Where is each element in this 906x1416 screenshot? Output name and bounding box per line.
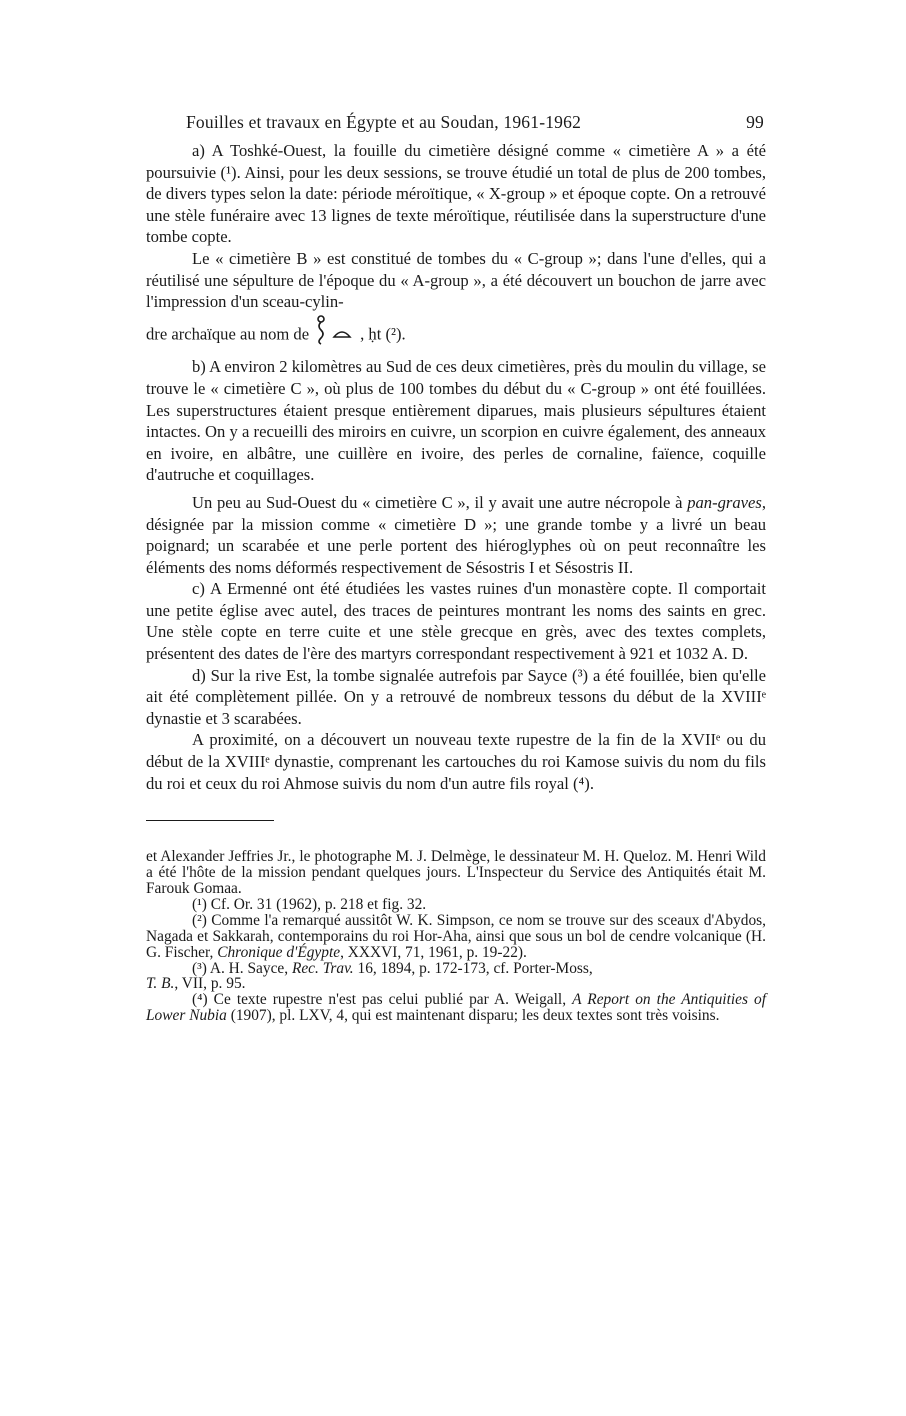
footnote-3	[146, 961, 766, 993]
footnote-continued: et Alexander Jeffries Jr., le photographe M. J. Delmège, le dessinateur M. H. Queloz. M. Henri Wild a été l'hôte de la mission pendant quelques jours. L'Inspecteur du Service des Antiquités était M. Farouk Gomaa.	[146, 848, 766, 898]
hieroglyph-icon	[315, 315, 357, 351]
paragraph-cimetiere-d	[146, 492, 766, 578]
paragraph-rive-est: d) Sur la rive Est, la tombe signalée autrefois par Sayce (³) a été fouillée, bien qu'elle ait été complètement pillée. On y a retrouvé de nombreux tessons du début de la XVIIIᵉ dynastie et 3 scarabées.	[146, 665, 766, 728]
running-head	[146, 112, 766, 140]
footnotes	[146, 849, 766, 1024]
main-text	[146, 140, 766, 794]
page-number: 99	[746, 112, 764, 132]
footnote-4	[146, 992, 766, 1024]
paragraph-cimetiere-c: b) A environ 2 kilomètres au Sud de ces deux cimetières, près du moulin du village, se trouve le « cimetière C », où plus de 100 tombes du début du « C-group » ont été fouillées. Les superstructures étaient presque entièrement diparues, mais plusieurs sépultures étaient intactes. On y a recueilli des miroirs en cuivre, un scorpion en cuivre également, des anneaux en ivoire, en albâtre, une cuillère en ivoire, des perles de cornaline, faïence, coquille d'autruche et coquillages.	[146, 357, 766, 485]
footnote-3-work: T. B.	[146, 975, 175, 993]
footnote-1: (¹) Cf. Or. 31 (1962), p. 218 et fig. 32.	[192, 895, 427, 913]
footnote-divider	[146, 820, 274, 821]
paragraph-cimetiere-b: Le « cimetière B » est constitué de tombes du « C-group »; dans l'une d'elles, qui a réutilisé une sépulture de l'époque du « A-group », a été découvert un bouchon de jarre avec l'impression d'un sceau-cylin-	[146, 248, 766, 312]
footnote-4-title: A Report on the Antiquities of Lower Nubia	[146, 991, 766, 1025]
footnote-3-ref-end: , VII, p. 95.	[174, 975, 246, 993]
pan-graves-term: pan-graves	[687, 492, 762, 512]
paragraph-cimetiere-d-end: , désignée par la mission comme « cimetière D »; une grande tombe y a livré un beau poignard; un scarabée et une perle portent des hiéroglyphes où on peut reconnaître les éléments des noms déformés respectivement de Sésostris I et Sésostris II.	[146, 492, 766, 577]
running-title: Fouilles et travaux en Égypte et au Soudan, 1961-1962	[186, 112, 582, 132]
paragraph-toshke-ouest: a) A Toshké-Ouest, la fouille du cimetière désigné comme « cimetière A » a été poursuivie (¹). Ainsi, pour les deux sessions, se trouve étudié un total de plus de 200 tombes, de divers types selon la date: période méroïtique, « X-group » et époque copte. On a retrouvé une stèle funéraire avec 13 lignes de texte méroïtique, réutilisée dans la superstructure d'une tombe copte.	[146, 141, 766, 247]
glyph-line-lead: dre archaïque au nom de	[146, 324, 310, 344]
paragraph-texte-rupestre: A proximité, on a découvert un nouveau texte rupestre de la fin de la XVIIᵉ ou du début de la XVIIIᵉ dynastie, comprenant les cartouches du roi Kamose suivis du nom du fils du roi et ceux du roi Ahmose suivis du nom d'un autre fils royal (⁴).	[146, 730, 766, 793]
paragraph-cimetiere-d-start: Un peu au Sud-Ouest du « cimetière C », il y avait une autre nécropole à	[192, 492, 683, 512]
paragraph-cimetiere-b-end	[146, 321, 766, 351]
footnote-3-text: (³) A. H. Sayce,	[192, 959, 289, 977]
footnote-2-journal: Chronique d'Égypte	[217, 943, 341, 961]
footnote-2-ref: , XXXVI, 71, 1961, p. 19-22).	[340, 943, 527, 961]
footnote-2	[146, 913, 766, 961]
footnote-4-ref: (1907), pl. LXV, 4, qui est maintenant disparu; les deux textes sont très voisins.	[230, 1007, 720, 1025]
paragraph-ermenne: c) A Ermenné ont été étudiées les vastes ruines d'un monastère copte. Il comportait une petite église avec autel, des traces de peintures montrant les noms des saints en grec. Une stèle copte en terre cuite et une stèle grecque en grès, avec des textes complets, présentent des dates de l'ère des martyrs correspondant respectivement à 921 et 1032 A. D.	[146, 579, 766, 664]
footnote-2-text: (²) Comme l'a remarqué aussitôt W. K. Simpson, ce nom se trouve sur des sceaux d'Abydos, Nagada et Sakkarah, contemporains du roi Hor-Aha, ainsi que sous un bol de cendre volcanique (H. G. Fischer,	[146, 911, 766, 961]
footnote-3-journal: Rec. Trav.	[291, 959, 354, 977]
footnote-3-ref: 16, 1894, p. 172-173, cf. Porter-Moss,	[357, 959, 593, 977]
footnote-4-text: (⁴) Ce texte rupestre n'est pas celui publié par A. Weigall,	[192, 991, 567, 1009]
glyph-line-trail: , ḥt (²).	[360, 324, 406, 344]
page	[146, 112, 766, 1024]
